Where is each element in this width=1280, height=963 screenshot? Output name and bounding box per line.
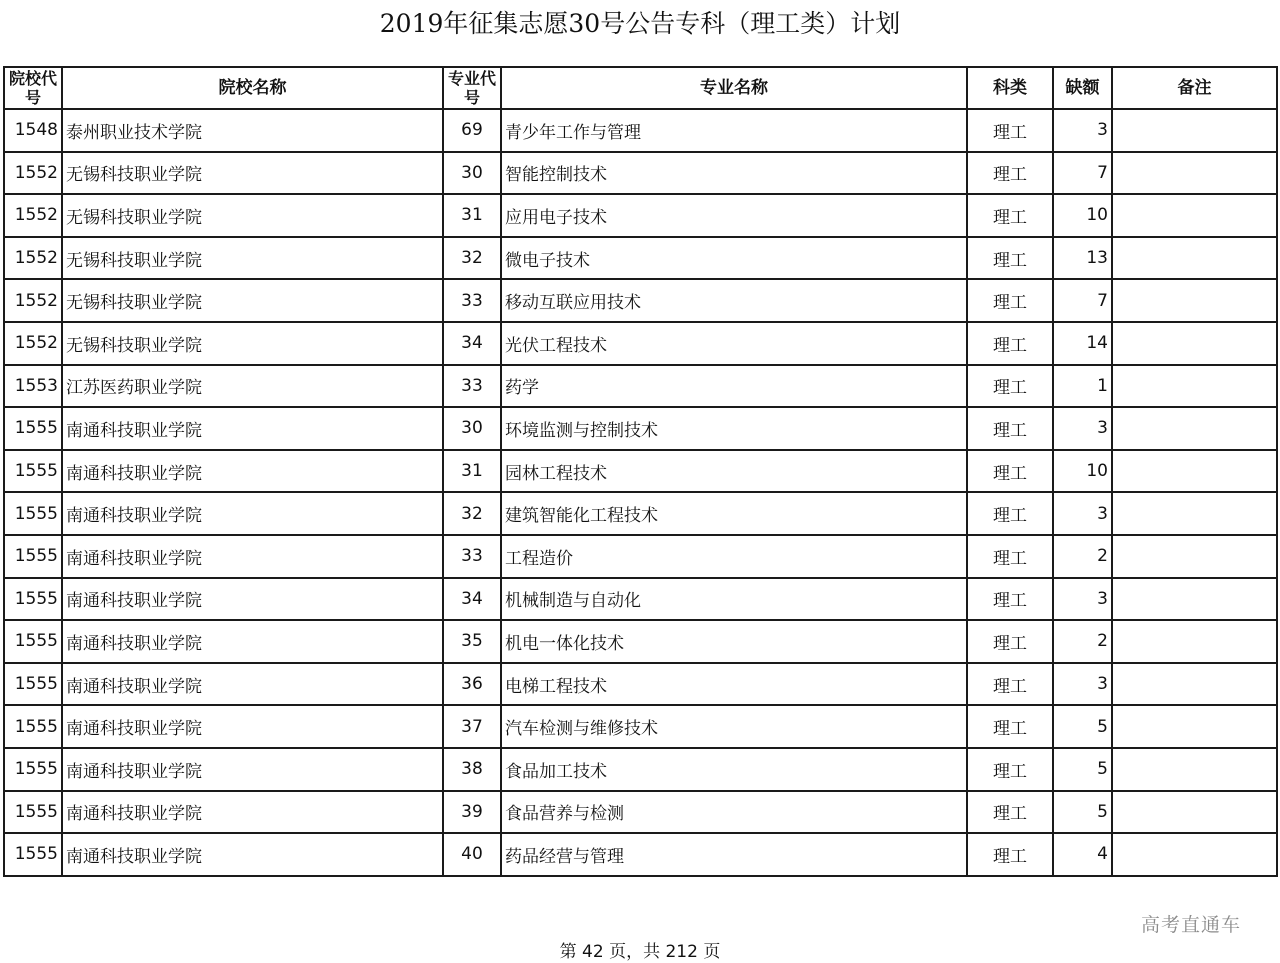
table-row <box>4 791 1277 834</box>
table-header-row <box>4 67 1277 109</box>
cell-vacancies: 3 <box>1053 578 1112 621</box>
table-row <box>4 109 1277 152</box>
cell-school-name: 南通科技职业学院 <box>62 833 443 876</box>
cell-category: 理工 <box>967 663 1053 706</box>
cell-notes <box>1112 620 1277 663</box>
cell-school-code: 1552 <box>4 194 62 237</box>
cell-school-code: 1552 <box>4 279 62 322</box>
cell-vacancies: 5 <box>1053 748 1112 791</box>
cell-school-name: 南通科技职业学院 <box>62 791 443 834</box>
table-row <box>4 620 1277 663</box>
cell-major-code: 32 <box>443 492 501 535</box>
cell-notes <box>1112 705 1277 748</box>
cell-category: 理工 <box>967 109 1053 152</box>
table-row <box>4 578 1277 621</box>
cell-school-code: 1552 <box>4 237 62 280</box>
table-row <box>4 365 1277 408</box>
cell-major-name: 应用电子技术 <box>501 194 967 237</box>
cell-vacancies: 7 <box>1053 152 1112 195</box>
cell-category: 理工 <box>967 705 1053 748</box>
cell-notes <box>1112 194 1277 237</box>
cell-notes <box>1112 109 1277 152</box>
cell-notes <box>1112 322 1277 365</box>
cell-major-name: 环境监测与控制技术 <box>501 407 967 450</box>
cell-major-name: 食品加工技术 <box>501 748 967 791</box>
header-vacancies: 缺额 <box>1053 67 1112 109</box>
table-row <box>4 748 1277 791</box>
header-notes: 备注 <box>1112 67 1277 109</box>
table-body <box>4 109 1277 876</box>
cell-school-name: 南通科技职业学院 <box>62 663 443 706</box>
cell-vacancies: 3 <box>1053 407 1112 450</box>
cell-notes <box>1112 365 1277 408</box>
cell-major-code: 40 <box>443 833 501 876</box>
cell-notes <box>1112 791 1277 834</box>
cell-vacancies: 10 <box>1053 194 1112 237</box>
cell-school-code: 1552 <box>4 152 62 195</box>
cell-school-code: 1555 <box>4 748 62 791</box>
cell-school-name: 南通科技职业学院 <box>62 407 443 450</box>
cell-major-name: 工程造价 <box>501 535 967 578</box>
cell-major-code: 37 <box>443 705 501 748</box>
cell-major-name: 建筑智能化工程技术 <box>501 492 967 535</box>
cell-school-name: 无锡科技职业学院 <box>62 279 443 322</box>
table-row <box>4 663 1277 706</box>
cell-vacancies: 10 <box>1053 450 1112 493</box>
cell-notes <box>1112 279 1277 322</box>
cell-major-code: 33 <box>443 365 501 408</box>
cell-vacancies: 3 <box>1053 663 1112 706</box>
cell-vacancies: 14 <box>1053 322 1112 365</box>
cell-major-name: 药学 <box>501 365 967 408</box>
cell-school-name: 无锡科技职业学院 <box>62 194 443 237</box>
cell-school-name: 南通科技职业学院 <box>62 705 443 748</box>
cell-category: 理工 <box>967 450 1053 493</box>
cell-notes <box>1112 663 1277 706</box>
cell-category: 理工 <box>967 833 1053 876</box>
cell-major-name: 青少年工作与管理 <box>501 109 967 152</box>
cell-major-name: 光伏工程技术 <box>501 322 967 365</box>
cell-major-name: 汽车检测与维修技术 <box>501 705 967 748</box>
cell-major-code: 30 <box>443 152 501 195</box>
table-row <box>4 407 1277 450</box>
cell-notes <box>1112 237 1277 280</box>
cell-category: 理工 <box>967 237 1053 280</box>
cell-major-code: 39 <box>443 791 501 834</box>
cell-major-code: 33 <box>443 279 501 322</box>
cell-category: 理工 <box>967 152 1053 195</box>
cell-major-code: 34 <box>443 322 501 365</box>
cell-school-code: 1555 <box>4 492 62 535</box>
cell-notes <box>1112 748 1277 791</box>
table-row <box>4 492 1277 535</box>
cell-vacancies: 2 <box>1053 535 1112 578</box>
cell-school-name: 江苏医药职业学院 <box>62 365 443 408</box>
cell-major-name: 电梯工程技术 <box>501 663 967 706</box>
cell-school-code: 1553 <box>4 365 62 408</box>
header-major-code: 专业代号 <box>443 67 501 109</box>
cell-category: 理工 <box>967 279 1053 322</box>
cell-school-code: 1555 <box>4 663 62 706</box>
watermark-text: 高考直通车 <box>1141 914 1242 936</box>
cell-notes <box>1112 833 1277 876</box>
cell-school-code: 1555 <box>4 578 62 621</box>
cell-school-name: 无锡科技职业学院 <box>62 237 443 280</box>
table-row <box>4 450 1277 493</box>
cell-category: 理工 <box>967 492 1053 535</box>
cell-major-code: 30 <box>443 407 501 450</box>
cell-notes <box>1112 578 1277 621</box>
cell-school-name: 南通科技职业学院 <box>62 578 443 621</box>
header-category: 科类 <box>967 67 1053 109</box>
cell-category: 理工 <box>967 194 1053 237</box>
table-row <box>4 705 1277 748</box>
header-school-code: 院校代号 <box>4 67 62 109</box>
cell-major-name: 食品营养与检测 <box>501 791 967 834</box>
cell-major-name: 机械制造与自动化 <box>501 578 967 621</box>
header-major-name: 专业名称 <box>501 67 967 109</box>
cell-school-name: 无锡科技职业学院 <box>62 152 443 195</box>
cell-notes <box>1112 492 1277 535</box>
cell-category: 理工 <box>967 407 1053 450</box>
cell-school-name: 南通科技职业学院 <box>62 748 443 791</box>
table-row <box>4 535 1277 578</box>
cell-major-code: 36 <box>443 663 501 706</box>
cell-notes <box>1112 152 1277 195</box>
cell-school-code: 1555 <box>4 450 62 493</box>
cell-major-name: 机电一体化技术 <box>501 620 967 663</box>
cell-category: 理工 <box>967 748 1053 791</box>
cell-vacancies: 1 <box>1053 365 1112 408</box>
page-title: 2019年征集志愿30号公告专科（理工类）计划 <box>379 9 901 38</box>
cell-school-code: 1555 <box>4 535 62 578</box>
cell-school-code: 1555 <box>4 791 62 834</box>
header-school-name: 院校名称 <box>62 67 443 109</box>
cell-vacancies: 7 <box>1053 279 1112 322</box>
table-row <box>4 194 1277 237</box>
cell-school-code: 1548 <box>4 109 62 152</box>
cell-school-name: 南通科技职业学院 <box>62 535 443 578</box>
cell-major-name: 智能控制技术 <box>501 152 967 195</box>
cell-major-name: 药品经营与管理 <box>501 833 967 876</box>
cell-school-code: 1555 <box>4 705 62 748</box>
cell-vacancies: 5 <box>1053 791 1112 834</box>
table-row <box>4 237 1277 280</box>
cell-vacancies: 13 <box>1053 237 1112 280</box>
cell-school-code: 1552 <box>4 322 62 365</box>
cell-category: 理工 <box>967 791 1053 834</box>
cell-major-code: 32 <box>443 237 501 280</box>
cell-major-code: 33 <box>443 535 501 578</box>
table-row <box>4 833 1277 876</box>
table-row <box>4 279 1277 322</box>
cell-category: 理工 <box>967 578 1053 621</box>
cell-category: 理工 <box>967 535 1053 578</box>
table-row <box>4 322 1277 365</box>
table-row <box>4 152 1277 195</box>
cell-school-code: 1555 <box>4 407 62 450</box>
cell-major-code: 35 <box>443 620 501 663</box>
cell-school-name: 泰州职业技术学院 <box>62 109 443 152</box>
cell-vacancies: 2 <box>1053 620 1112 663</box>
cell-school-name: 无锡科技职业学院 <box>62 322 443 365</box>
cell-category: 理工 <box>967 620 1053 663</box>
cell-category: 理工 <box>967 322 1053 365</box>
cell-notes <box>1112 450 1277 493</box>
cell-major-code: 31 <box>443 450 501 493</box>
cell-major-name: 移动互联应用技术 <box>501 279 967 322</box>
cell-major-name: 园林工程技术 <box>501 450 967 493</box>
cell-major-code: 31 <box>443 194 501 237</box>
cell-notes <box>1112 407 1277 450</box>
cell-school-name: 南通科技职业学院 <box>62 620 443 663</box>
cell-major-code: 38 <box>443 748 501 791</box>
cell-major-code: 34 <box>443 578 501 621</box>
cell-notes <box>1112 535 1277 578</box>
cell-vacancies: 3 <box>1053 492 1112 535</box>
page-footer: 第 42 页，共 212 页 <box>559 942 721 962</box>
cell-school-name: 南通科技职业学院 <box>62 492 443 535</box>
cell-vacancies: 4 <box>1053 833 1112 876</box>
enrollment-plan-table <box>3 66 1278 877</box>
cell-vacancies: 3 <box>1053 109 1112 152</box>
cell-vacancies: 5 <box>1053 705 1112 748</box>
cell-major-code: 69 <box>443 109 501 152</box>
cell-school-code: 1555 <box>4 620 62 663</box>
cell-school-name: 南通科技职业学院 <box>62 450 443 493</box>
cell-category: 理工 <box>967 365 1053 408</box>
cell-school-code: 1555 <box>4 833 62 876</box>
cell-major-name: 微电子技术 <box>501 237 967 280</box>
